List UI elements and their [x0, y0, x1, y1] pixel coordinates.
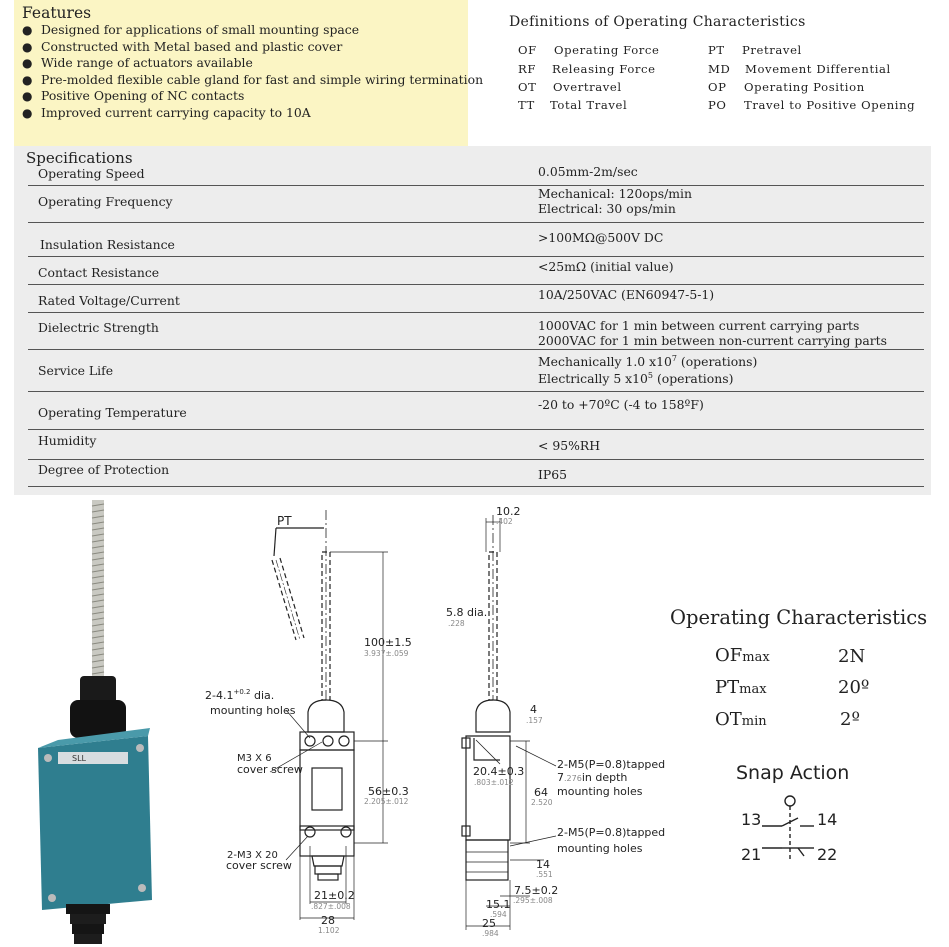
terminal-21: 21 [741, 845, 762, 864]
dim-204-in-label: .803±.012 [474, 778, 514, 787]
ot-label: OTmin [715, 709, 767, 730]
list-item: ● Designed for applications of small mounting space [22, 22, 360, 37]
m3x20-label: 2-M3 X 20 [227, 850, 278, 861]
ot-value: 2º [840, 709, 860, 730]
dim-64-in-label: 2.520 [531, 798, 553, 807]
dim-151-in-label: .594 [490, 910, 507, 919]
dim-28-label: 28 [321, 914, 335, 927]
dim-102-label: 10.2 [496, 505, 521, 518]
table-row: Operating Speed 0.05mm-2m/sec [28, 166, 924, 186]
definition-item: PO Travel to Positive Opening [708, 98, 916, 112]
dim-204-label: 20.4±0.3 [473, 765, 525, 778]
table-row: Contact Resistance <25mΩ (initial value) [28, 257, 924, 285]
table-row: Rated Voltage/Current 10A/250VAC (EN60947-5-1) [28, 285, 924, 313]
bullet-icon: ● [22, 23, 33, 37]
bullet-icon: ● [22, 105, 33, 120]
table-row: Degree of Protection IP65 [28, 460, 924, 487]
dim-21-label: 21±0.2 [314, 889, 355, 902]
table-row: Insulation Resistance >100MΩ@500V DC [28, 223, 924, 257]
tapped-holes-label-2: mounting holes [557, 785, 643, 798]
dim-56-label: 56±0.3 [368, 785, 409, 798]
list-item: ● Positive Opening of NC contacts [22, 88, 245, 104]
product-label: SLL [72, 754, 86, 763]
cover-screw-label-2: cover screw [226, 859, 292, 872]
pt-label: PT [277, 514, 292, 528]
product-photo [38, 500, 152, 944]
table-row: Operating Temperature -20 to +70ºC (-4 to 158ºF) [28, 392, 924, 430]
table-row: Humidity < 95%RH [28, 430, 924, 460]
terminal-22: 22 [817, 845, 838, 864]
dim-25-label: 25 [482, 917, 496, 930]
svg-text:7.276in depth: 7.276in depth [557, 771, 628, 784]
dim-64-label: 64 [534, 786, 548, 799]
mount-holes-label: $2-4.1^{+0.2}$ dia. [205, 688, 275, 702]
dim-100-in-label: 3.937±.059 [364, 649, 409, 658]
features-title: Features [22, 4, 92, 22]
snap-action-symbol [762, 796, 814, 860]
terminal-14: 14 [817, 810, 838, 829]
terminal-13: 13 [741, 810, 762, 829]
list-item: ● Constructed with Metal based and plastic cover [22, 38, 343, 54]
specifications-panel [14, 146, 931, 495]
pt-value: 20º [838, 677, 870, 698]
of-value: 2N [838, 646, 866, 667]
drawing-area [0, 495, 949, 947]
mount-holes-label-2: mounting holes [210, 704, 296, 717]
dim-4-label: 4 [530, 703, 537, 716]
dim-4-in-label: .157 [526, 716, 543, 725]
dim-25-in-label: .984 [482, 929, 499, 938]
dim-100-label: 100±1.5 [364, 636, 412, 649]
dim-14-in-label: .551 [536, 870, 553, 879]
definition-item: PT Pretravel [708, 43, 802, 57]
bullet-icon: ● [22, 56, 33, 71]
list-item: ● Pre-molded flexible cable gland for fast and simple wiring termination [22, 71, 484, 87]
bullet-icon: ● [22, 72, 33, 87]
dim-58-label: 5.8 dia. [446, 606, 488, 619]
tapped-holes-label-4: mounting holes [557, 842, 643, 855]
definition-item: TT Total Travel [518, 98, 628, 112]
dim-21-in-label: .827±.008 [311, 902, 351, 911]
dim-151-label: 15.1 [486, 898, 511, 911]
dim-14-label: 14 [536, 858, 550, 871]
tapped-holes-label-3: 2-M5(P=0.8)tapped [557, 826, 666, 839]
definition-item: OF Operating Force [518, 43, 660, 57]
definition-item: MD Movement Differential [708, 62, 891, 76]
m3x6-label: M3 X 6 [237, 753, 272, 764]
dim-102-in-label: .402 [496, 517, 513, 526]
features-panel [14, 0, 484, 154]
bullet-icon: ● [22, 39, 33, 54]
of-label: OFmax [715, 645, 770, 666]
list-item: ● Wide range of actuators available [22, 55, 253, 71]
list-item: ● Improved current carrying capacity to 10A [22, 104, 311, 120]
table-row: Service Life Mechanically 1.0 $x10^7$ (operations) Electrically 5 $x10^5$ (operations) [28, 350, 924, 392]
dim-75-in-label: .295±.008 [513, 896, 553, 905]
specifications-title: Specifications [26, 149, 133, 167]
definition-item: OT Overtravel [518, 80, 622, 94]
dim-75-label: 7.5±0.2 [514, 884, 559, 897]
features-list [22, 22, 483, 122]
dim-58-in-label: .228 [448, 619, 465, 628]
table-row: Operating Frequency Mechanical: 120ops/min Electrical: 30 ops/min [28, 186, 924, 223]
cover-screw-label: cover screw [237, 763, 303, 776]
snap-action-title: Snap Action [736, 762, 850, 784]
definitions-title: Definitions of Operating Characteristics [509, 14, 806, 30]
dim-56-in-label: 2.205±.012 [364, 797, 409, 806]
definition-item: OP Operating Position [708, 80, 865, 94]
tapped-holes-label: 2-M5(P=0.8)tapped [557, 758, 666, 771]
table-row: Dielectric Strength 1000VAC for 1 min between current carrying parts 2000VAC for 1 min between non-current carrying parts [28, 313, 924, 350]
definition-item: RF Releasing Force [518, 62, 656, 76]
operating-characteristics-title: Operating Characteristics [670, 606, 928, 629]
bullet-icon: ● [22, 89, 33, 104]
side-view-labels [446, 505, 665, 938]
pt-label: PTmax [715, 677, 767, 698]
dim-28-in-label: 1.102 [318, 926, 340, 935]
technical-drawing [0, 495, 949, 947]
